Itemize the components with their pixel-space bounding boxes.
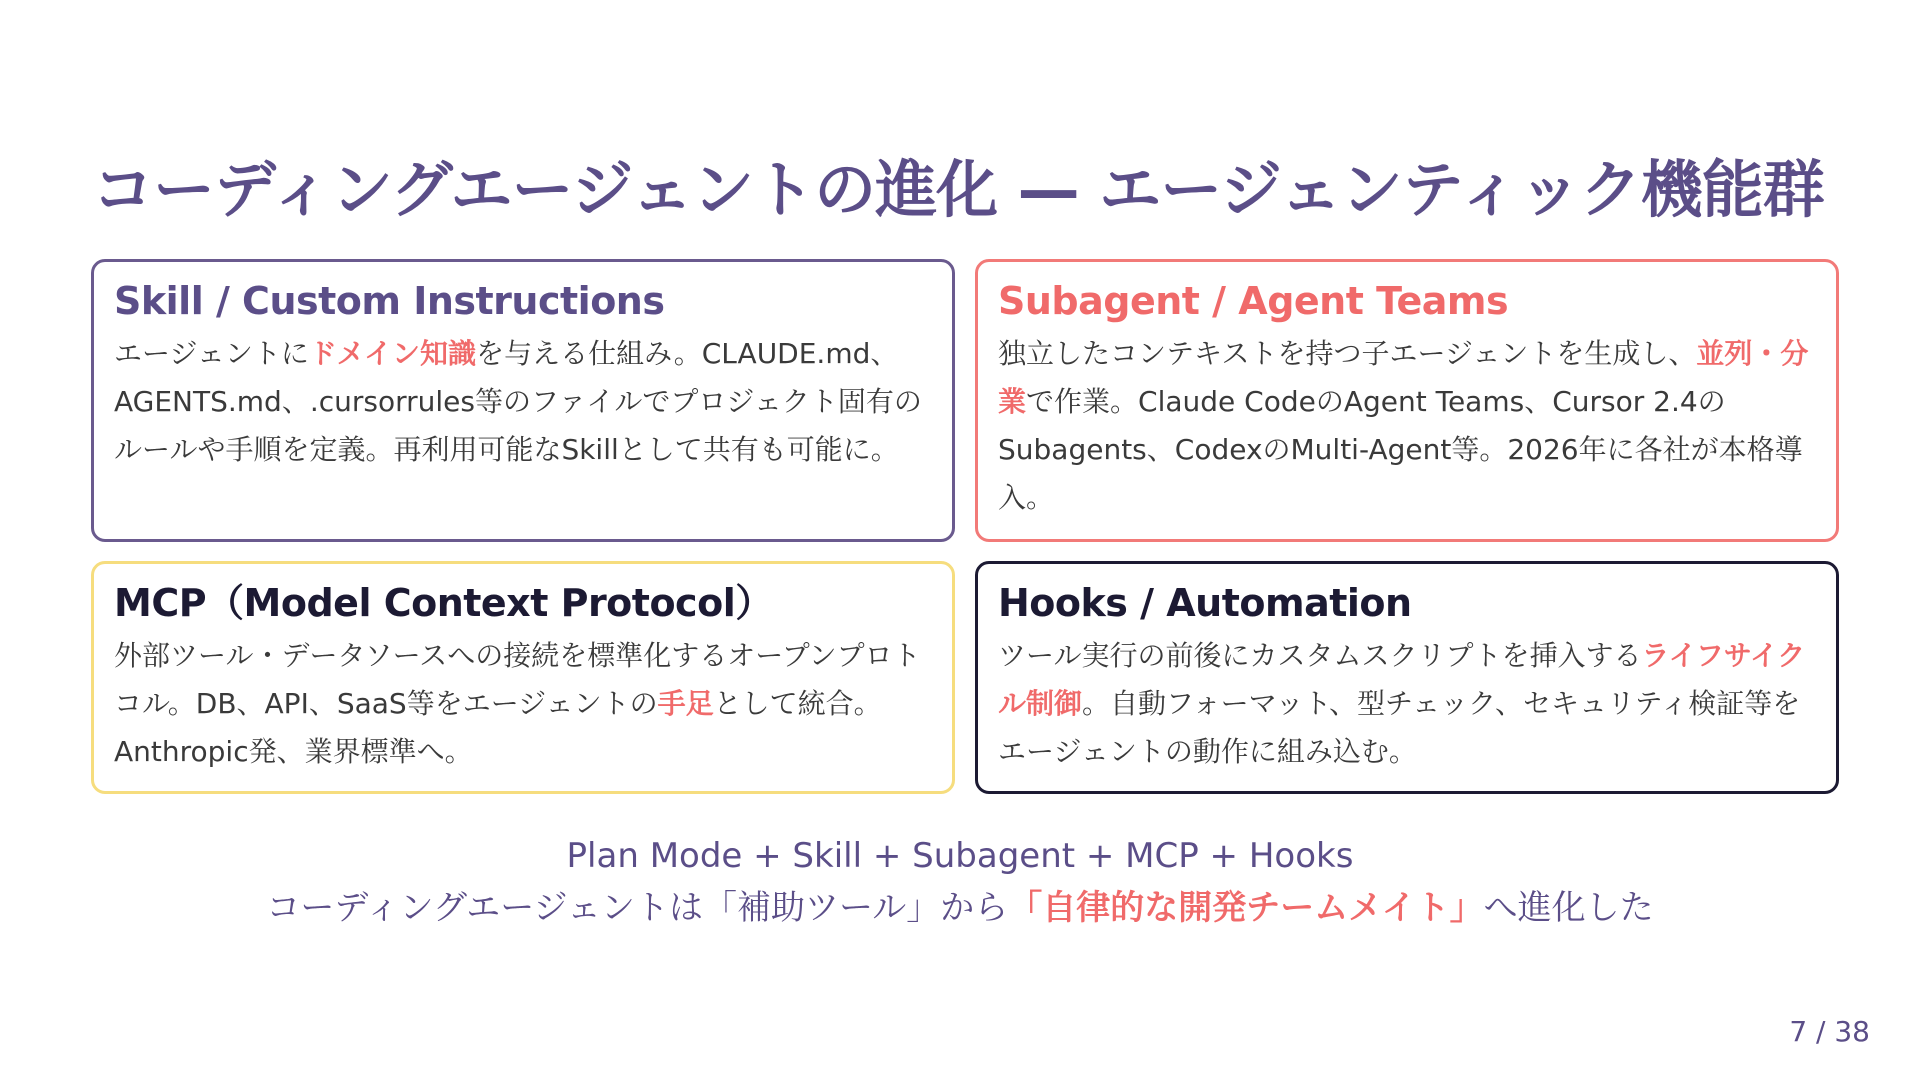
card-subagent-body (998, 330, 1816, 522)
footer-conclusion (0, 884, 1920, 932)
card-skill-text-1: エージェントに (114, 337, 309, 370)
card-subagent (975, 259, 1839, 542)
card-mcp-body (114, 632, 932, 776)
card-skill-text-2: を与える仕組み。CLAUDE.md、AGENTS.md、.cursorrules等のファイルでプロジェクト固有のルールや手順を定義。再利用可能なSkillとして共有も可能に。 (114, 337, 922, 466)
card-hooks-text-2: 。自動フォーマット、型チェック、セキュリティ検証等をエージェントの動作に組み込む。 (998, 687, 1801, 768)
card-subagent-title: Subagent / Agent Teams (998, 279, 1509, 323)
card-skill-title: Skill / Custom Instructions (114, 279, 665, 323)
card-skill-body (114, 330, 932, 474)
card-skill (91, 259, 955, 542)
card-skill-highlight: ドメイン知識 (308, 337, 477, 370)
card-hooks-title: Hooks / Automation (998, 581, 1412, 625)
card-hooks-text-1: ツール実行の前後にカスタムスクリプトを挿入する (998, 639, 1642, 672)
card-mcp-text-2: として統合。Anthropic発、業界標準へ。 (114, 687, 882, 768)
footer-conclusion-highlight: 「自律的な開発チームメイト」 (1008, 888, 1484, 928)
page-number: 7 / 38 (1789, 1015, 1870, 1048)
card-hooks-highlight: ライフサイクル制御 (998, 639, 1806, 720)
card-mcp (91, 561, 955, 794)
card-mcp-title: MCP（Model Context Protocol） (114, 581, 773, 625)
footer-conclusion-before: コーディングエージェントは「補助ツール」から (266, 888, 1009, 928)
slide-title: コーディングエージェントの進化 — エージェンティック機能群 (92, 153, 1824, 226)
card-mcp-text-1: 外部ツール・データソースへの接続を標準化するオープンプロトコル。DB、API、SaaS等をエージェントの (114, 639, 921, 720)
card-subagent-text-1: 独立したコンテキストを持つ子エージェントを生成し、 (998, 337, 1697, 370)
footer-conclusion-after: へ進化した (1483, 888, 1654, 928)
footer-formula: Plan Mode + Skill + Subagent + MCP + Hooks (566, 836, 1354, 876)
card-hooks (975, 561, 1839, 794)
card-mcp-highlight: 手足 (657, 687, 714, 720)
card-subagent-text-2: で作業。Claude CodeのAgent Teams、Cursor 2.4のSubagents、CodexのMulti-Agent等。2026年に各社が本格導入。 (998, 385, 1803, 514)
card-hooks-body (998, 632, 1816, 776)
card-subagent-highlight: 並列・分業 (998, 337, 1809, 418)
